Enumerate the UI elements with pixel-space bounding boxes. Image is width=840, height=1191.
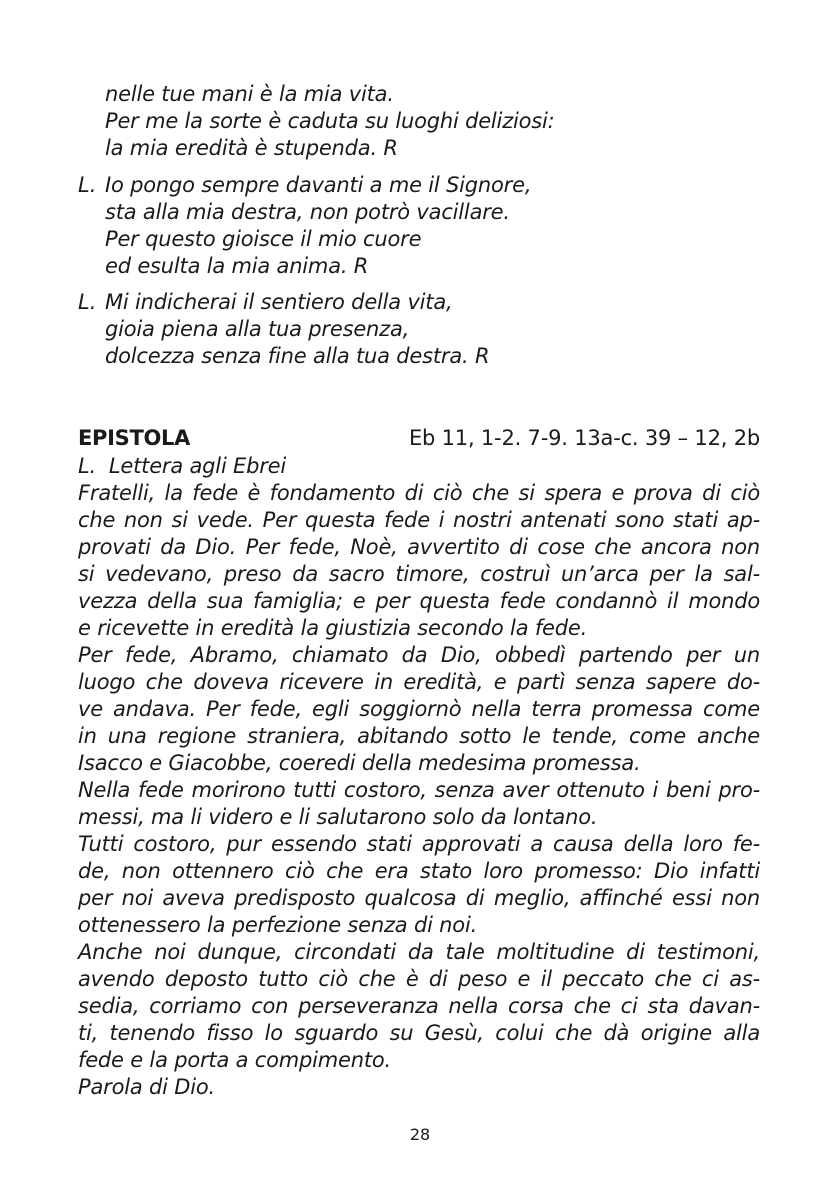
body-line: Tutti costoro, pur essendo stati approvati a causa della loro fe- [78, 832, 760, 856]
psalm-line: Io pongo sempre davanti a me il Signore, [105, 173, 532, 197]
body-line: de, non ottennero ciò che era stato loro promesso: Dio infatti [78, 859, 760, 883]
body-line: in una regione straniera, abitando sotto le tende, come anche [78, 724, 760, 748]
body-line: Nella fede morirono tutti costoro, senza aver ottenuto i beni pro- [78, 778, 760, 802]
psalm-line: nelle tue mani è la mia vita. [105, 82, 394, 106]
psalm-line: gioia piena alla tua presenza, [105, 317, 410, 341]
section-heading: EPISTOLA [78, 426, 191, 450]
body-line: Per fede, Abramo, chiamato da Dio, obbedì partendo per un [78, 643, 760, 667]
psalm-line: Per me la sorte è caduta su luoghi deliziosi: [105, 109, 555, 133]
body-line: e ricevette in eredità la giustizia secondo la fede. [78, 616, 588, 640]
body-line: avendo deposto tutto ciò che è di peso e il peccato che ci as- [78, 967, 760, 991]
reader-marker: L. [78, 173, 97, 197]
body-line: provati da Dio. Per fede, Noè, avvertito di cose che ancora non [78, 535, 760, 559]
body-line: fede e la porta a compimento. [78, 1048, 392, 1072]
closing-line: Parola di Dio. [78, 1075, 215, 1099]
body-line: Isacco e Giacobbe, coeredi della medesima promessa. [78, 751, 641, 775]
page-number: 28 [409, 1125, 431, 1144]
reader-line: L. Lettera agli Ebrei [78, 454, 287, 478]
psalm-line: ed esulta la mia anima. R [105, 254, 369, 278]
psalm-line: la mia eredità è stupenda. R [105, 136, 398, 160]
body-line: sedia, corriamo con perseveranza nella corsa che ci sta davan- [78, 994, 760, 1018]
body-line: Anche noi dunque, circondati da tale moltitudine di testimoni, [78, 940, 760, 964]
psalm-line: dolcezza senza fine alla tua destra. R [105, 344, 490, 368]
scripture-reference: Eb 11, 1-2. 7-9. 13a-c. 39 – 12, 2b [408, 426, 760, 450]
body-line: per noi aveva predisposto qualcosa di meglio, affinché essi non [78, 886, 760, 910]
body-line: messi, ma li videro e li salutarono solo da lontano. [78, 805, 598, 829]
body-line: ottenessero la perfezione senza di noi. [78, 913, 478, 937]
reader-marker: L. [78, 290, 97, 314]
body-line: Fratelli, la fede è fondamento di ciò che si spera e prova di ciò [78, 481, 760, 505]
psalm-line: Per questo gioisce il mio cuore [105, 227, 422, 251]
body-line: vezza della sua famiglia; e per questa fede condannò il mondo [78, 589, 760, 613]
body-line: che non si vede. Per questa fede i nostri antenati sono stati ap- [78, 508, 760, 532]
body-line: ti, tenendo fisso lo sguardo su Gesù, colui che dà origine alla [78, 1021, 760, 1045]
psalm-line: Mi indicherai il sentiero della vita, [105, 290, 453, 314]
body-line: ve andava. Per fede, egli soggiornò nella terra promessa come [78, 697, 760, 721]
body-line: luogo che doveva ricevere in eredità, e partì senza sapere do- [78, 670, 760, 694]
psalm-line: sta alla mia destra, non potrò vacillare. [105, 200, 510, 224]
body-line: si vedevano, preso da sacro timore, costruì un’arca per la sal- [78, 562, 760, 586]
